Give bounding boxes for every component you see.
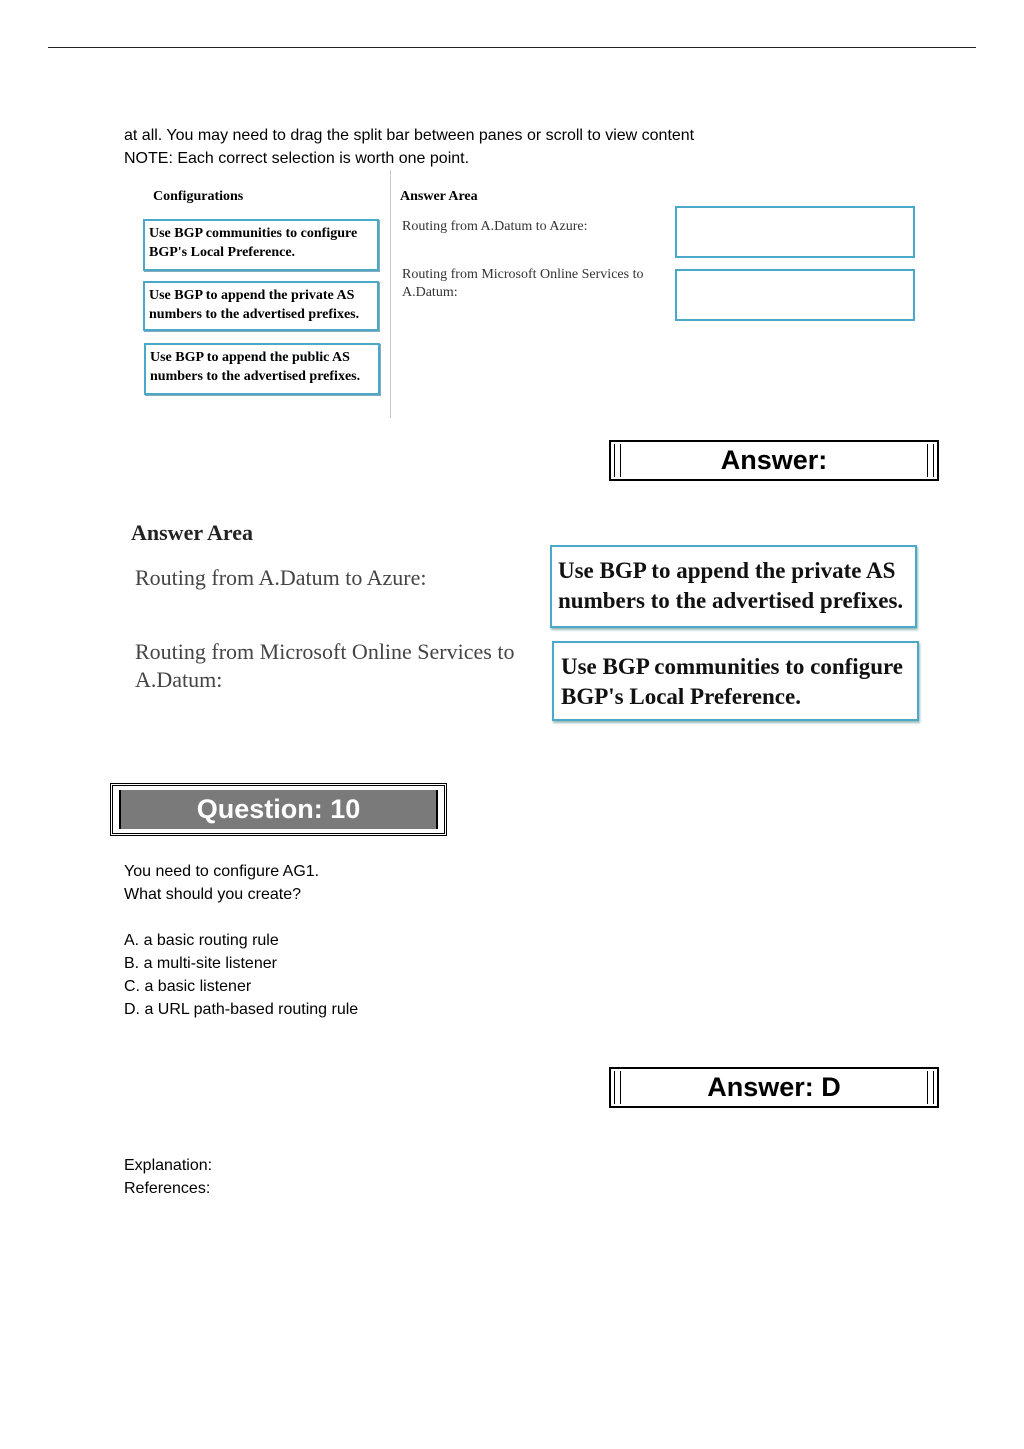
question-banner-fill [119, 790, 438, 829]
option-private-as[interactable] [143, 281, 379, 331]
answer-value-text: BGP's Local Preference. [561, 684, 801, 709]
configurations-title: Configurations [153, 189, 244, 204]
references-label: References: [124, 1180, 211, 1197]
answer-banner-text: Answer: [720, 445, 828, 475]
intro-line-2: NOTE: Each correct selection is worth one point. [124, 150, 470, 167]
drop-target-azure[interactable] [675, 206, 915, 258]
target-label-azure [402, 218, 587, 236]
choice-d: D. a URL path-based routing rule [124, 1001, 359, 1018]
answer-value-microsoft [552, 641, 919, 721]
option-text: Use BGP to append the public AS [150, 350, 350, 365]
answer-label-text: Routing from Microsoft Online Services to [135, 639, 515, 664]
answer-label-text: A.Datum: [135, 667, 223, 692]
answer-banner [609, 440, 939, 481]
intro-line-1: at all. You may need to drag the split bar between panes or scroll to view content [124, 127, 695, 144]
drop-target-microsoft[interactable] [675, 269, 915, 321]
pane-split-bar[interactable] [390, 170, 391, 418]
question-line-2: What should you create? [124, 886, 301, 903]
choice-c: C. a basic listener [124, 978, 252, 995]
answer-value-text: Use BGP to append the private AS [558, 558, 896, 583]
answer-area-title: Answer Area [400, 189, 478, 204]
answer-label-text: Routing from A.Datum to Azure: [135, 565, 427, 590]
answer-value-text: Use BGP communities to configure [561, 654, 903, 679]
option-public-as[interactable] [144, 343, 380, 395]
question-line-1: You need to configure AG1. [124, 863, 320, 880]
question-number: Question: 10 [196, 794, 361, 824]
option-text: BGP's Local Preference. [149, 245, 296, 260]
option-text: Use BGP communities to configure [149, 226, 358, 241]
answer-value-text: numbers to the advertised prefixes. [558, 588, 904, 613]
target-label-text: A.Datum: [402, 285, 458, 300]
target-label-text: Routing from Microsoft Online Services to [402, 267, 644, 282]
option-text: Use BGP to append the private AS [149, 288, 355, 303]
answer-area-title: Answer Area [131, 520, 254, 545]
target-label-text: Routing from A.Datum to Azure: [402, 219, 588, 234]
target-label-microsoft [402, 266, 643, 302]
choice-b: B. a multi-site listener [124, 955, 277, 972]
option-text: numbers to the advertised prefixes. [150, 369, 361, 384]
option-text: numbers to the advertised prefixes. [149, 307, 360, 322]
answer-banner-text: Answer: D [707, 1072, 841, 1102]
answer-label-microsoft [135, 638, 514, 694]
option-bgp-communities[interactable] [143, 219, 379, 271]
answer-banner-d [609, 1067, 939, 1108]
explanation-label: Explanation: [124, 1157, 213, 1174]
choice-a: A. a basic routing rule [124, 932, 279, 949]
answer-label-azure [135, 564, 426, 592]
answer-value-azure [550, 545, 917, 628]
header-rule [48, 47, 976, 48]
question-banner [110, 783, 447, 836]
